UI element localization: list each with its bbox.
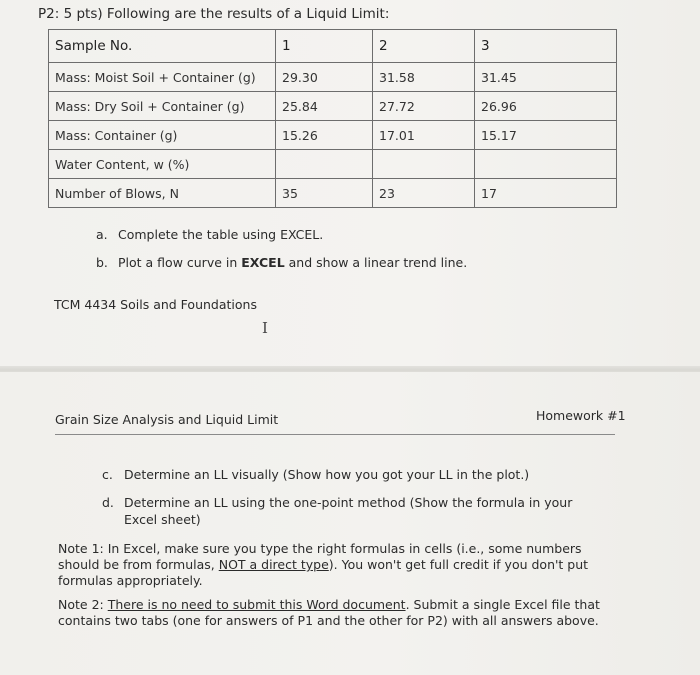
table-cell: 25.84 [276,92,373,121]
table-cell: 27.72 [373,92,475,121]
table-row [49,179,617,208]
table-cell: 17 [475,179,617,208]
table-cell: 35 [276,179,373,208]
table-cell: 15.17 [475,121,617,150]
table-cell: 26.96 [475,92,617,121]
liquid-limit-table [48,29,617,208]
note-2 [58,597,606,629]
row-label: Mass: Container (g) [49,121,276,150]
question-text: Determine an LL using the one-point method (Show the formula in your Excel sheet) [124,495,573,527]
problem-title: P2: 5 pts) Following are the results of a Liquid Limit: [38,6,390,22]
note-1 [58,541,606,589]
table-row [49,63,617,92]
header-divider [55,434,615,435]
text-cursor-icon: I [262,319,268,337]
note-text: Note 2: [58,597,108,612]
row-label: Water Content, w (%) [49,150,276,179]
table-cell: 15.26 [276,121,373,150]
question-text: Determine an LL visually (Show how you got your LL in the plot.) [124,467,530,482]
table-cell: 23 [373,179,475,208]
question-text-post: and show a linear trend line. [284,255,468,270]
table-row [49,92,617,121]
question-b [96,255,467,270]
table-header-cell: Sample No. [49,30,276,63]
table-cell: 31.45 [475,63,617,92]
page-header-homework: Homework #1 [536,408,626,423]
table-cell [373,150,475,179]
table-row [49,150,617,179]
page-header-title: Grain Size Analysis and Liquid Limit [55,412,279,427]
note-text: Note 1: In Excel, make sure you type the right formulas in cells (i.e., some numbers should be from formulas, [58,541,582,572]
question-label: a. [96,227,108,242]
table-row [49,121,617,150]
course-footer: TCM 4434 Soils and Foundations [54,297,257,312]
question-label: c. [102,467,113,482]
table-cell: 29.30 [276,63,373,92]
table-header-cell: 3 [475,30,617,63]
note-text: ). You won't get full credit if you don't put formulas appropriately. [58,557,589,588]
table-cell: 31.58 [373,63,475,92]
table-header-cell: 2 [373,30,475,63]
question-c [102,467,622,482]
row-label: Mass: Moist Soil + Container (g) [49,63,276,92]
question-text: Complete the table using EXCEL. [118,227,324,242]
row-label: Mass: Dry Soil + Container (g) [49,92,276,121]
table-cell [475,150,617,179]
row-label: Number of Blows, N [49,179,276,208]
question-d [102,494,602,528]
table-header-cell: 1 [276,30,373,63]
table-cell: 17.01 [373,121,475,150]
question-a [96,227,323,242]
question-text-pre: Plot a flow curve in [118,255,242,270]
question-text-bold: EXCEL [241,255,285,270]
note-underlined-text: There is no need to submit this Word document [107,597,406,612]
table-cell [276,150,373,179]
note-text: . Submit a single Excel file that contains two tabs (one for answers of P1 and the other for P2) with all answers above. [58,597,600,628]
question-label: d. [102,495,114,510]
question-label: b. [96,255,108,270]
table-header-row [49,30,617,63]
note-underlined-text: NOT a direct type [218,557,329,572]
